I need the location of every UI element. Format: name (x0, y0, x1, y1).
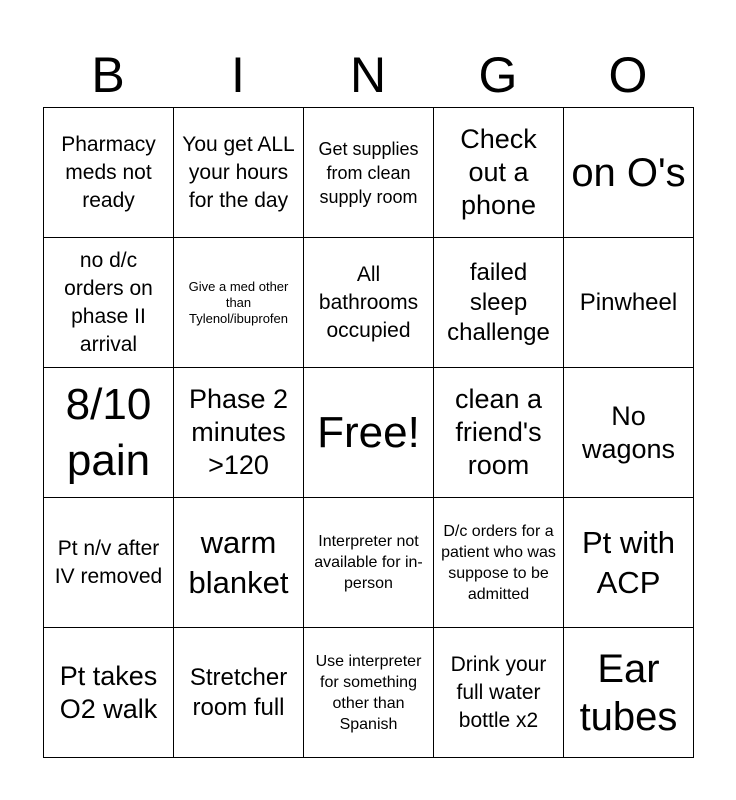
bingo-cell[interactable] (174, 368, 304, 498)
bingo-cell[interactable] (174, 628, 304, 758)
cell-text: clean a friend's room (454, 384, 543, 480)
cell-text: no d/c orders on phase II arrival (64, 248, 153, 356)
bingo-cell[interactable] (304, 108, 434, 238)
cell-text: Free! (317, 407, 420, 457)
cell-text: D/c orders for a patient who was suppose to be admitted (441, 522, 556, 603)
header-letter-g: G (478, 47, 518, 103)
cell-text: Pt n/v after IV removed (54, 536, 163, 588)
bingo-cell[interactable] (174, 238, 304, 368)
header-letter-i: I (231, 47, 245, 103)
bingo-cell[interactable] (564, 368, 694, 498)
bingo-cell[interactable] (434, 368, 564, 498)
bingo-board (43, 107, 694, 758)
cell-text: Use interpreter for something other than Spanish (315, 652, 422, 733)
bingo-cell[interactable] (434, 108, 564, 238)
bingo-cell[interactable] (44, 108, 174, 238)
bingo-cell[interactable] (434, 238, 564, 368)
bingo-header (43, 44, 693, 106)
cell-text: Pinwheel (579, 288, 678, 316)
bingo-cell[interactable] (304, 498, 434, 628)
header-letter-n: N (349, 47, 387, 103)
bingo-cell[interactable] (564, 238, 694, 368)
cell-text: Get supplies from clean supply room (318, 138, 419, 207)
cell-text: 8/10 pain (65, 379, 152, 485)
cell-text: on O's (571, 150, 686, 195)
cell-text: Pt takes O2 walk (59, 660, 158, 724)
bingo-cell[interactable] (44, 628, 174, 758)
bingo-cell[interactable] (174, 108, 304, 238)
bingo-cell[interactable] (44, 238, 174, 368)
bingo-cell[interactable] (44, 498, 174, 628)
cell-text: You get ALL your hours for the day (182, 132, 295, 212)
cell-text: warm blanket (188, 524, 289, 600)
bingo-cell[interactable] (564, 108, 694, 238)
bingo-cell[interactable] (564, 498, 694, 628)
bingo-cell[interactable] (434, 498, 564, 628)
header-letter-o: O (608, 47, 648, 103)
bingo-cell[interactable] (304, 628, 434, 758)
cell-text: Drink your full water bottle x2 (450, 652, 547, 732)
cell-text: All bathrooms occupied (318, 262, 419, 342)
bingo-cell[interactable] (304, 238, 434, 368)
cell-text: Ear tubes (579, 646, 678, 739)
bingo-cell[interactable] (564, 628, 694, 758)
cell-text: No wagons (581, 400, 676, 464)
header-letter-b: B (91, 47, 125, 103)
cell-text: Interpreter not available for in-person (314, 533, 423, 592)
cell-text: Stretcher room full (189, 663, 288, 721)
cell-text: failed sleep challenge (447, 258, 550, 346)
bingo-cell[interactable] (44, 368, 174, 498)
free-cell[interactable] (304, 368, 434, 498)
cell-text: Pt with ACP (581, 524, 676, 600)
cell-text: Phase 2 minutes >120 (188, 384, 289, 480)
bingo-cell[interactable] (434, 628, 564, 758)
cell-text: Check out a phone (460, 124, 537, 220)
cell-text: Pharmacy meds not ready (61, 132, 156, 212)
bingo-cell[interactable] (174, 498, 304, 628)
cell-text: Give a med other than Tylenol/ibuprofen (188, 278, 289, 326)
